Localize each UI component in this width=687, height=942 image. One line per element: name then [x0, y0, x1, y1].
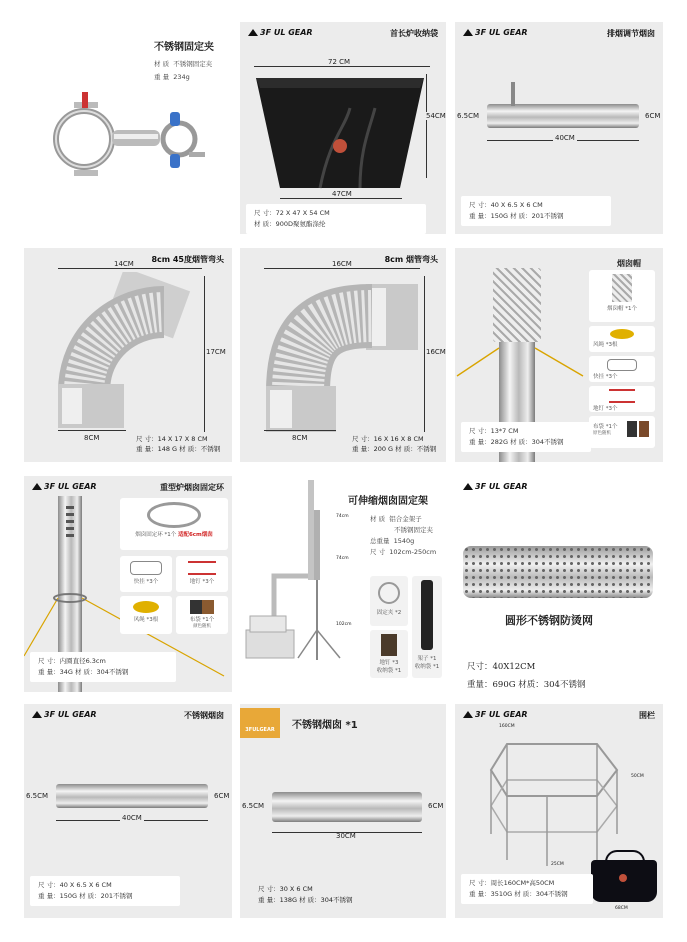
pipe1-panel: [24, 704, 232, 918]
stand-panel: [240, 476, 446, 692]
fence-bag-handle: [605, 850, 645, 866]
elbow90-width: 16CM: [332, 260, 352, 268]
fence-title: 围栏: [639, 711, 655, 720]
pipe2-length: 30CM: [336, 832, 356, 840]
bag-height: 54CM: [426, 112, 446, 120]
brand-logo: 3F UL GEAR: [32, 710, 97, 719]
brand-logo: 3F UL GEAR: [463, 28, 528, 37]
mesh-panel: [455, 476, 663, 692]
pipe2-left-dim: 6.5CM: [242, 802, 265, 810]
pipe2-title: 不锈钢烟囱 *1: [292, 720, 358, 731]
bag-spec: 尺 寸：72 X 47 X 54 CM 材 质：900D聚氨酯涤纶: [246, 204, 426, 234]
fence-bag-logo: [619, 874, 627, 882]
elbow45-illustration: [54, 272, 194, 432]
bag-top-width: 72 CM: [328, 58, 351, 66]
hat-spec: 尺 寸：13*7 CM 重 量：282G 材 质：304不锈钢: [461, 422, 591, 452]
elbow45-width: 14CM: [114, 260, 134, 268]
bag-bottom-width: 47CM: [332, 190, 352, 198]
hat-acc-cap: 烟囱帽 *1个: [589, 270, 655, 322]
hat-panel: [455, 248, 663, 462]
hat-acc-rope: 风绳 *3根: [589, 326, 655, 352]
damper-panel: [455, 22, 663, 234]
ring-acc-rope: 风绳 *3根: [120, 596, 172, 634]
damper-right-dim: 6CM: [645, 112, 661, 120]
bag-illustration: [250, 68, 430, 198]
hat-acc-stake: 地钉 *3个: [589, 386, 655, 412]
hat-title: 烟囱帽: [617, 259, 641, 268]
pipe1-length: 40CM: [122, 814, 142, 822]
fence-bottom: 25CM: [551, 862, 564, 867]
pipe1-right-dim: 6CM: [214, 792, 230, 800]
elbow90-title: 8cm 烟管弯头: [384, 255, 438, 264]
fence-spec: 尺 寸：周长160CM*高50CM 重 量：3510G 材 质：304不锈钢: [461, 874, 593, 904]
damper-handle: [511, 82, 515, 106]
elbow45-height: 17CM: [206, 348, 226, 356]
elbow45-bottom: 8CM: [84, 434, 100, 442]
brand-logo: 3F UL GEAR: [463, 710, 528, 719]
fence-height: 50CM: [631, 774, 644, 779]
elbow90-bottom: 8CM: [292, 434, 308, 442]
ring-title: 重型炉烟囱固定环: [160, 483, 224, 492]
brand-logo: 3F UL GEAR: [463, 482, 528, 491]
hat-acc-bag: 布袋 *1个 原色随机: [589, 416, 655, 448]
pipe1-spec: 尺 寸：40 X 6.5 X 6 CM 重 量：150G 材 质：201不锈钢: [30, 876, 180, 906]
stand-m3: 102cm: [336, 622, 352, 627]
pipe2-right-dim: 6CM: [428, 802, 444, 810]
elbow45-title: 8cm 45度烟管弯头: [151, 255, 224, 264]
damper-spec: 尺 寸：40 X 6.5 X 6 CM 重 量：150G 材 质：201不锈钢: [461, 196, 611, 226]
hat-mesh: [493, 268, 541, 342]
elbow90-height: 16CM: [426, 348, 446, 356]
stand-acc-stake: 地钉 *3 收纳袋 *1: [370, 630, 408, 678]
brand-logo: 3F UL GEAR: [32, 482, 97, 491]
elbow90-illustration: [262, 274, 422, 434]
fence-panel: [455, 704, 663, 918]
ring-acc-stake: 地钉 *3个: [176, 556, 228, 592]
damper-pipe: [487, 104, 639, 128]
mesh-spec: 尺寸：40X12CM 重量：690G 材质：304不锈钢: [467, 662, 586, 690]
bag-title: 首长炉收纳袋: [390, 29, 438, 38]
fence-illustration: [487, 730, 627, 870]
clamp-title: 不锈钢固定夹: [154, 42, 214, 53]
elbow90-panel: [240, 248, 446, 462]
ring-acc-ring: 烟囱固定环 *1个 适配6cm烟囱: [120, 498, 228, 550]
damper-left-dim: 6.5CM: [457, 112, 480, 120]
clamp-spec: 材 质 不锈钢固定夹 重 量 234g: [154, 60, 213, 81]
pipe1-title: 不锈钢烟囱: [184, 711, 224, 720]
stand-spec: 材 质 铝合金架子 不锈钢固定夹 总重量 1540g 尺 寸 102cm-250cm: [370, 515, 437, 556]
stand-acc-clamp: 固定夹 *2: [370, 576, 408, 626]
bag-panel: [240, 22, 446, 234]
fence-bag-dim: 68CM: [615, 906, 628, 911]
brand-logo: 3F UL GEAR: [248, 28, 313, 37]
hat-acc-hook: 快挂 *3个: [589, 356, 655, 382]
damper-title: 排烟调节烟囱: [607, 29, 655, 38]
stand-illustration: [240, 480, 360, 670]
mesh-title: 圆形不锈钢防烫网: [505, 614, 593, 627]
stand-acc-frame: 架子 *1 收纳袋 *1: [412, 576, 442, 678]
pipe2-badge: 3FULGEAR: [240, 708, 280, 738]
ring-panel: [24, 476, 232, 692]
elbow45-panel: [24, 248, 232, 462]
stand-title: 可伸缩烟囱固定架: [348, 496, 428, 507]
fence-top: 160CM: [499, 724, 515, 729]
pipe2-pipe: [272, 792, 422, 822]
hat-guy-lines: [455, 340, 595, 400]
elbow90-spec: 尺 寸：16 X 16 X 8 CM 重 量：200 G 材 质：不锈钢: [352, 435, 437, 453]
stand-m2: 74cm: [336, 556, 349, 561]
mesh-illustration: [463, 546, 653, 598]
ring-spec: 尺 寸：内圈直径6.3cm 重 量：34G 材 质：304不锈钢: [30, 652, 176, 682]
clamp-panel: [24, 22, 232, 220]
pipe2-spec: 尺 寸：30 X 6 CM 重 量：138G 材 质：304不锈钢: [258, 885, 353, 904]
ring-acc-hook: 快挂 *3个: [120, 556, 172, 592]
stand-m1: 74cm: [336, 514, 349, 519]
clamp-illustration: [44, 84, 214, 204]
pipe1-pipe: [56, 784, 208, 808]
pipe1-left-dim: 6.5CM: [26, 792, 49, 800]
ring-acc-bag: 布袋 *1个 颜色随机: [176, 596, 228, 634]
ring-slots: [66, 506, 74, 540]
damper-length: 40CM: [555, 134, 575, 142]
pipe2-panel: [240, 704, 446, 918]
elbow45-spec: 尺 寸：14 X 17 X 8 CM 重 量：148 G 材 质：不锈钢: [136, 435, 221, 453]
